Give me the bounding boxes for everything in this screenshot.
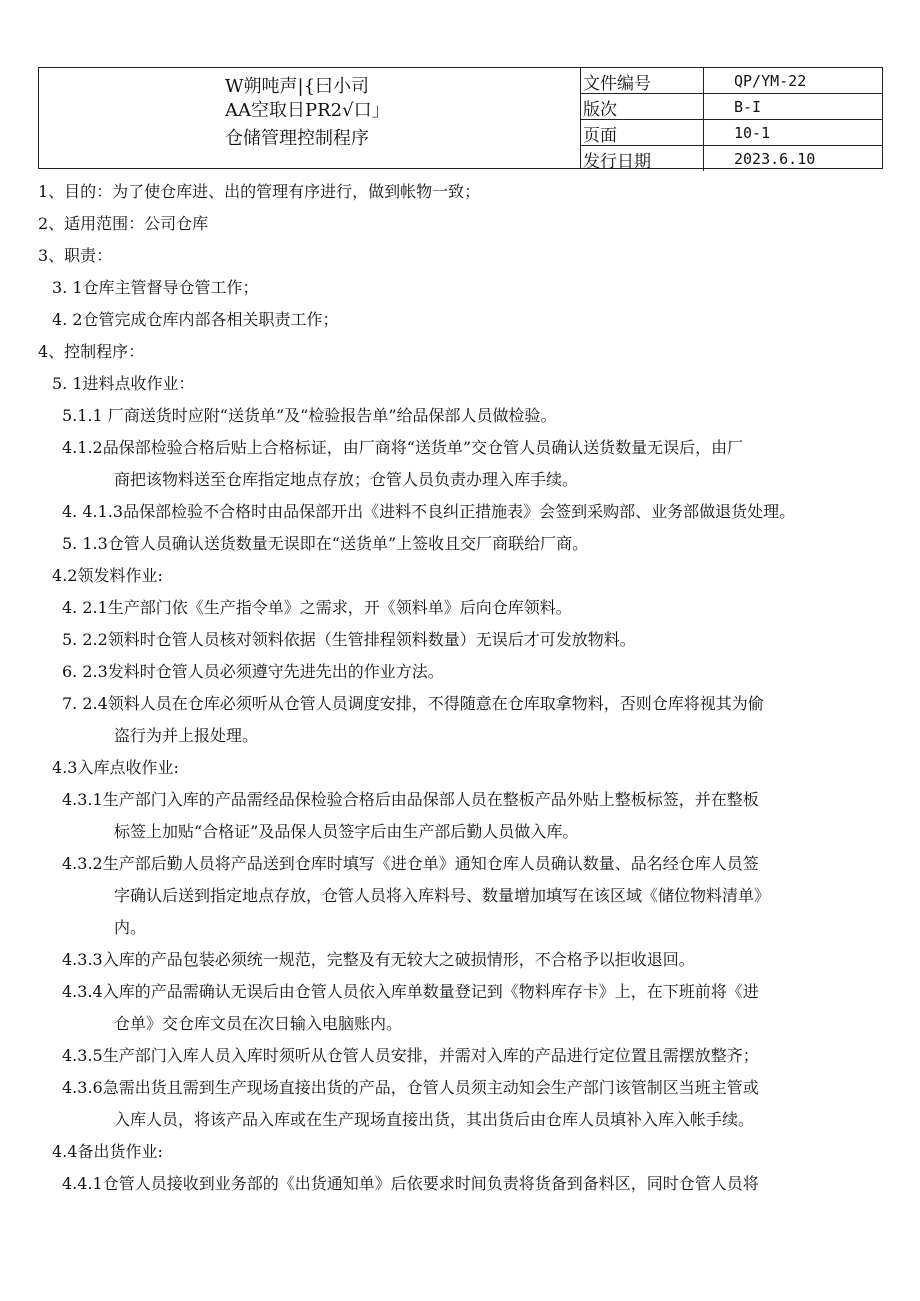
section-control-procedure: 4、控制程序：: [38, 342, 145, 361]
company-name-line1: W朔吨声|{曰小司: [225, 76, 370, 97]
meta-value: 2023.6.10: [703, 146, 815, 171]
item-4-3-2-cont2: 内。: [114, 918, 147, 937]
item-4-1-4: 5. 1.3仓管人员确认送货数量无误即在“送货单”上签收且交厂商联给厂商。: [62, 534, 589, 553]
item-3-1: 3. 1仓库主管督导仓管工作；: [52, 278, 259, 297]
item-4-3-6-cont: 入库人员，将该产品入库或在生产现场直接出货，其出货后由仓库人员填补入库入帐手续。: [114, 1110, 755, 1129]
item-4-2-4: 7. 2.4领料人员在仓库必须听从仓管人员调度安排，不得随意在仓库取拿物料，否则仓库将视其为偷: [62, 694, 764, 713]
header-title-cell: [39, 68, 581, 168]
document-title: 仓储管理控制程序: [225, 128, 369, 149]
section-responsibilities: 3、职责：: [38, 246, 113, 265]
item-4-2-3: 6. 2.3发料时仓管人员必须遵守先进先出的作业方法。: [62, 662, 444, 681]
item-4-3-4-cont: 仓单》交仓库文员在次日输入电脑账内。: [114, 1014, 403, 1033]
item-4-1-1: 5.1.1 厂商送货时应附“送货单”及“检验报告单”给品保部人员做检验。: [62, 406, 557, 425]
item-4-2-2: 5. 2.2领料时仓管人员核对领料依据（生管排程领料数量）无误后才可发放物料。: [62, 630, 636, 649]
meta-row-version: [580, 94, 882, 120]
item-4-3-1: 4.3.1生产部门入库的产品需经品保检验合格后由品保部人员在整板产品外贴上整板标签，并在整板: [62, 790, 759, 809]
item-4-3: 4.3入库点收作业:: [52, 758, 179, 777]
item-4-3-2-cont: 字确认后送到指定地点存放，仓管人员将入库料号、数量增加填写在该区域《储位物料清单》: [114, 886, 771, 905]
item-4-3-2: 4.3.2生产部后勤人员将产品送到仓库时填写《进仓单》通知仓库人员确认数量、品名经仓库人员签: [62, 854, 759, 873]
item-4-3-5: 4.3.5生产部门入库人员入库时须听从仓管人员安排，并需对入库的产品进行定位置且需摆放整齐；: [62, 1046, 759, 1065]
meta-row-issue-date: [580, 146, 882, 171]
item-4-4: 4.4备出货作业:: [52, 1142, 163, 1161]
item-4-3-3: 4.3.3入库的产品包装必须统一规范，完整及有无较大之破损情形，不合格予以拒收退回。: [62, 950, 695, 969]
meta-value: QP/YM-22: [703, 68, 806, 93]
company-name-line2: AA空取日PR2√口」: [225, 100, 390, 121]
meta-label: 发行日期: [583, 152, 651, 172]
item-4-2-1: 4. 2.1生产部门依《生产指令单》之需求，开《领料单》后向仓库领料。: [62, 598, 572, 617]
meta-label: 版次: [583, 100, 617, 120]
meta-row-doc-number: [580, 68, 882, 94]
item-4-3-1-cont: 标签上加贴“合格证”及品保人员签字后由生产部后勤人员做入库。: [114, 822, 579, 841]
section-purpose: 1、目的：为了使仓库进、出的管理有序进行，做到帐物一致；: [38, 182, 481, 201]
meta-value: 10-1: [703, 120, 770, 145]
item-4-2-4-cont: 盗行为并上报处理。: [114, 726, 259, 745]
meta-row-page: [580, 120, 882, 146]
item-4-2: 4.2领发料作业:: [52, 566, 163, 585]
item-3-2: 4. 2仓管完成仓库内部各相关职责工作；: [52, 310, 339, 329]
meta-value: B-I: [703, 94, 761, 119]
item-4-1: 5. 1进料点收作业：: [52, 374, 195, 393]
meta-label: 文件编号: [583, 74, 651, 94]
item-4-3-4: 4.3.4入库的产品需确认无误后由仓管人员依入库单数量登记到《物料库存卡》上，在下班前将《进: [62, 982, 759, 1001]
section-scope: 2、适用范围：公司仓库: [38, 214, 209, 233]
meta-label: 页面: [583, 126, 617, 146]
document-meta-table: [580, 68, 882, 171]
item-4-1-3: 4. 4.1.3品保部检验不合格时由品保部开出《进料不良纠正措施表》会签到采购部、业务部做退货处理。: [62, 502, 796, 521]
item-4-4-1: 4.4.1仓管人员接收到业务部的《出货通知单》后依要求时间负责将货备到备料区，同时仓管人员将: [62, 1174, 759, 1193]
item-4-1-2-cont: 商把该物料送至仓库指定地点存放；仓管人员负责办理入库手续。: [114, 470, 579, 489]
document-body: [38, 176, 883, 1200]
item-4-1-2: 4.1.2品保部检验合格后贴上合格标证，由厂商将“送货单”交仓管人员确认送货数量无误后，由厂: [62, 438, 744, 457]
document-header-table: [38, 67, 883, 172]
item-4-3-6: 4.3.6急需出货且需到生产现场直接出货的产品，仓管人员须主动知会生产部门该管制区当班主管或: [62, 1078, 759, 1097]
